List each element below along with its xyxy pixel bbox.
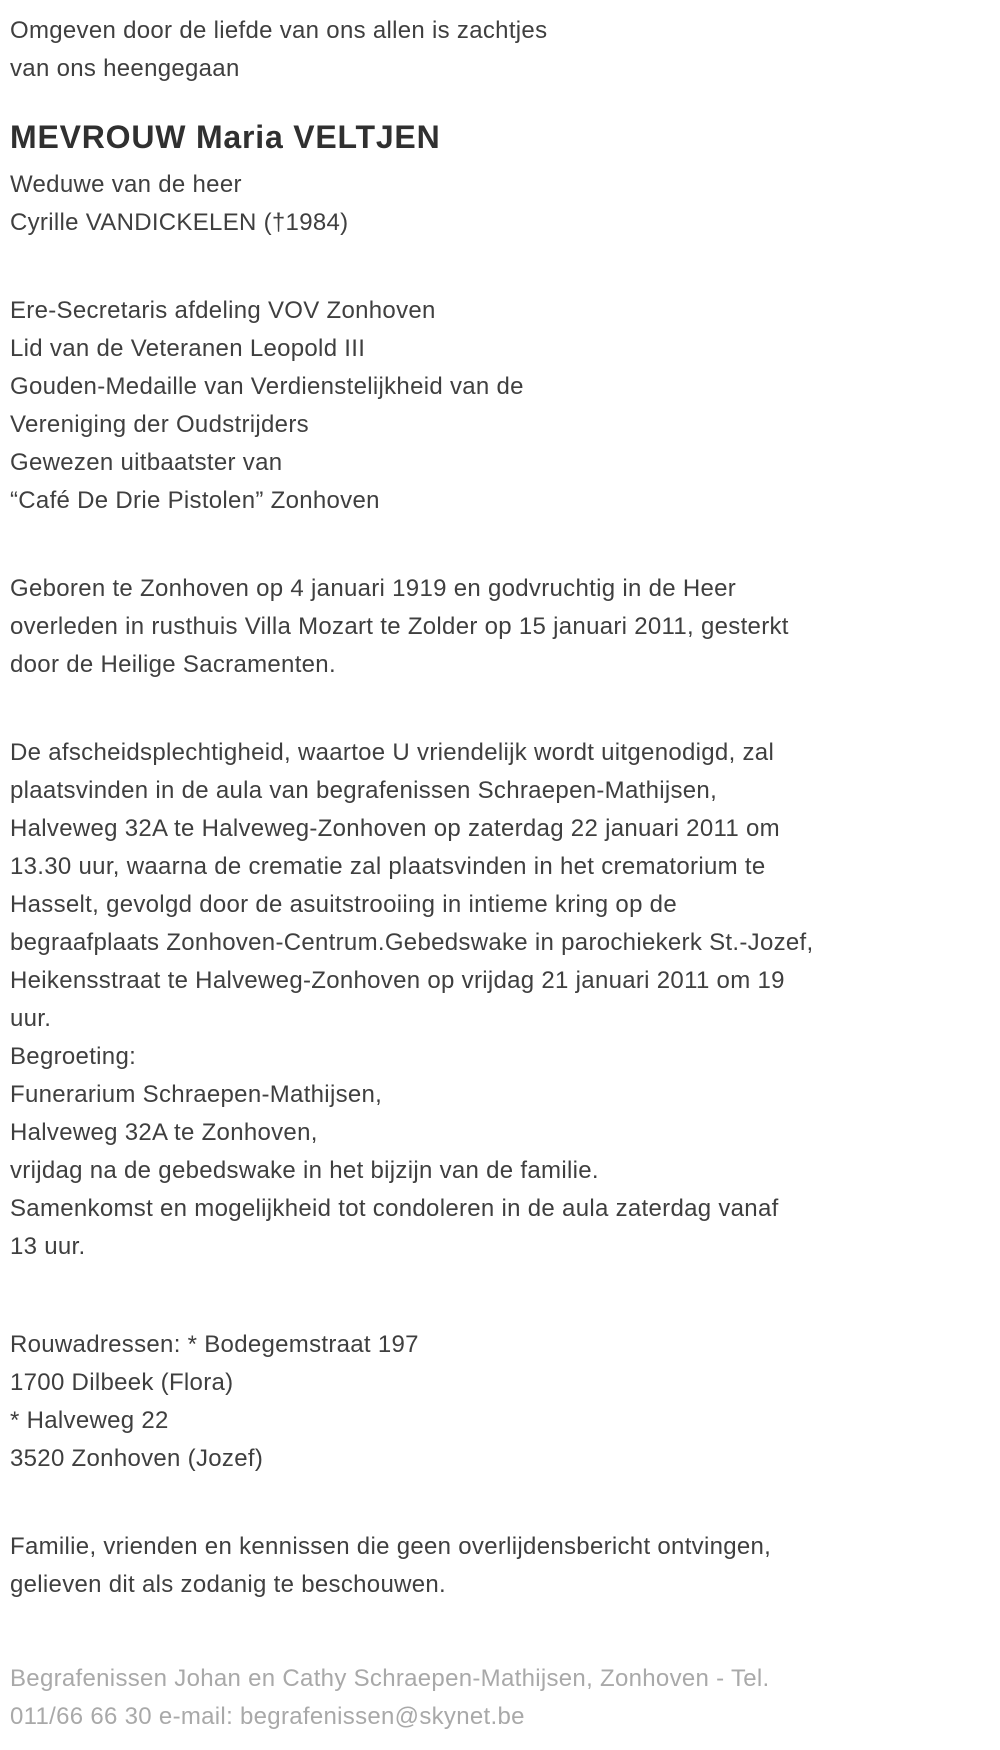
text-line: overleden in rusthuis Villa Mozart te Zolder op 15 januari 2011, gesterkt (10, 613, 789, 640)
text-line: vrijdag na de gebedswake in het bijzijn van de familie. (10, 1157, 599, 1184)
text-line: Samenkomst en mogelijkheid tot condoleren in de aula zaterdag vanaf (10, 1195, 779, 1222)
general-notice-text (10, 1528, 980, 1604)
text-line: De afscheidsplechtigheid, waartoe U vriendelijk wordt uitgenodigd, zal (10, 739, 775, 766)
text-line: Gouden-Medaille van Verdienstelijkheid van de (10, 373, 524, 400)
text-line: plaatsvinden in de aula van begrafenissen Schraepen-Mathijsen, (10, 777, 718, 804)
honors-text (10, 292, 980, 520)
text-line: Funerarium Schraepen-Mathijsen, (10, 1081, 383, 1108)
text-line: door de Heilige Sacramenten. (10, 651, 336, 678)
text-line: 011/66 66 30 e-mail: begrafenissen@skynet.be (10, 1703, 525, 1730)
text-line: van ons heengegaan (10, 55, 240, 82)
text-line: 3520 Zonhoven (Jozef) (10, 1445, 264, 1472)
text-line: Familie, vrienden en kennissen die geen overlijdensbericht ontvingen, (10, 1533, 772, 1560)
text-line: Geboren te Zonhoven op 4 januari 1919 en godvruchtig in de Heer (10, 575, 737, 602)
text-line: “Café De Drie Pistolen” Zonhoven (10, 487, 380, 514)
text-line: Omgeven door de liefde van ons allen is zachtjes (10, 17, 548, 44)
text-line: 13.30 uur, waarna de crematie zal plaatsvinden in het crematorium te (10, 853, 766, 880)
text-line: Begrafenissen Johan en Cathy Schraepen-Mathijsen, Zonhoven - Tel. (10, 1665, 770, 1692)
text-line: Weduwe van de heer (10, 171, 242, 198)
text-line: Cyrille VANDICKELEN (†1984) (10, 209, 349, 236)
mourning-addresses-text (10, 1326, 980, 1478)
text-line: Ere-Secretaris afdeling VOV Zonhoven (10, 297, 436, 324)
funeral-home-footer-text (10, 1660, 980, 1736)
text-line: Halveweg 32A te Halveweg-Zonhoven op zaterdag 22 januari 2011 om (10, 815, 780, 842)
intro-text (10, 12, 980, 88)
text-line: 1700 Dilbeek (Flora) (10, 1369, 234, 1396)
text-line: Heikensstraat te Halveweg-Zonhoven op vrijdag 21 januari 2011 om 19 (10, 967, 785, 994)
text-line: begraafplaats Zonhoven-Centrum.Gebedswake in parochiekerk St.-Jozef, (10, 929, 814, 956)
relation-text (10, 166, 980, 242)
text-line: Vereniging der Oudstrijders (10, 411, 309, 438)
text-line: Gewezen uitbaatster van (10, 449, 283, 476)
deceased-name-heading: MEVROUW Maria VELTJEN (10, 119, 441, 155)
ceremony-text (10, 734, 980, 1266)
text-line: Rouwadressen: * Bodegemstraat 197 (10, 1331, 419, 1358)
birth-death-text (10, 570, 980, 684)
text-line: * Halveweg 22 (10, 1407, 169, 1434)
text-line: Halveweg 32A te Zonhoven, (10, 1119, 318, 1146)
text-line: Hasselt, gevolgd door de asuitstrooiing in intieme kring op de (10, 891, 677, 918)
text-line: 13 uur. (10, 1233, 86, 1260)
text-line: gelieven dit als zodanig te beschouwen. (10, 1571, 446, 1598)
text-line: Lid van de Veteranen Leopold III (10, 335, 366, 362)
text-line: Begroeting: (10, 1043, 137, 1070)
text-line: uur. (10, 1005, 52, 1032)
